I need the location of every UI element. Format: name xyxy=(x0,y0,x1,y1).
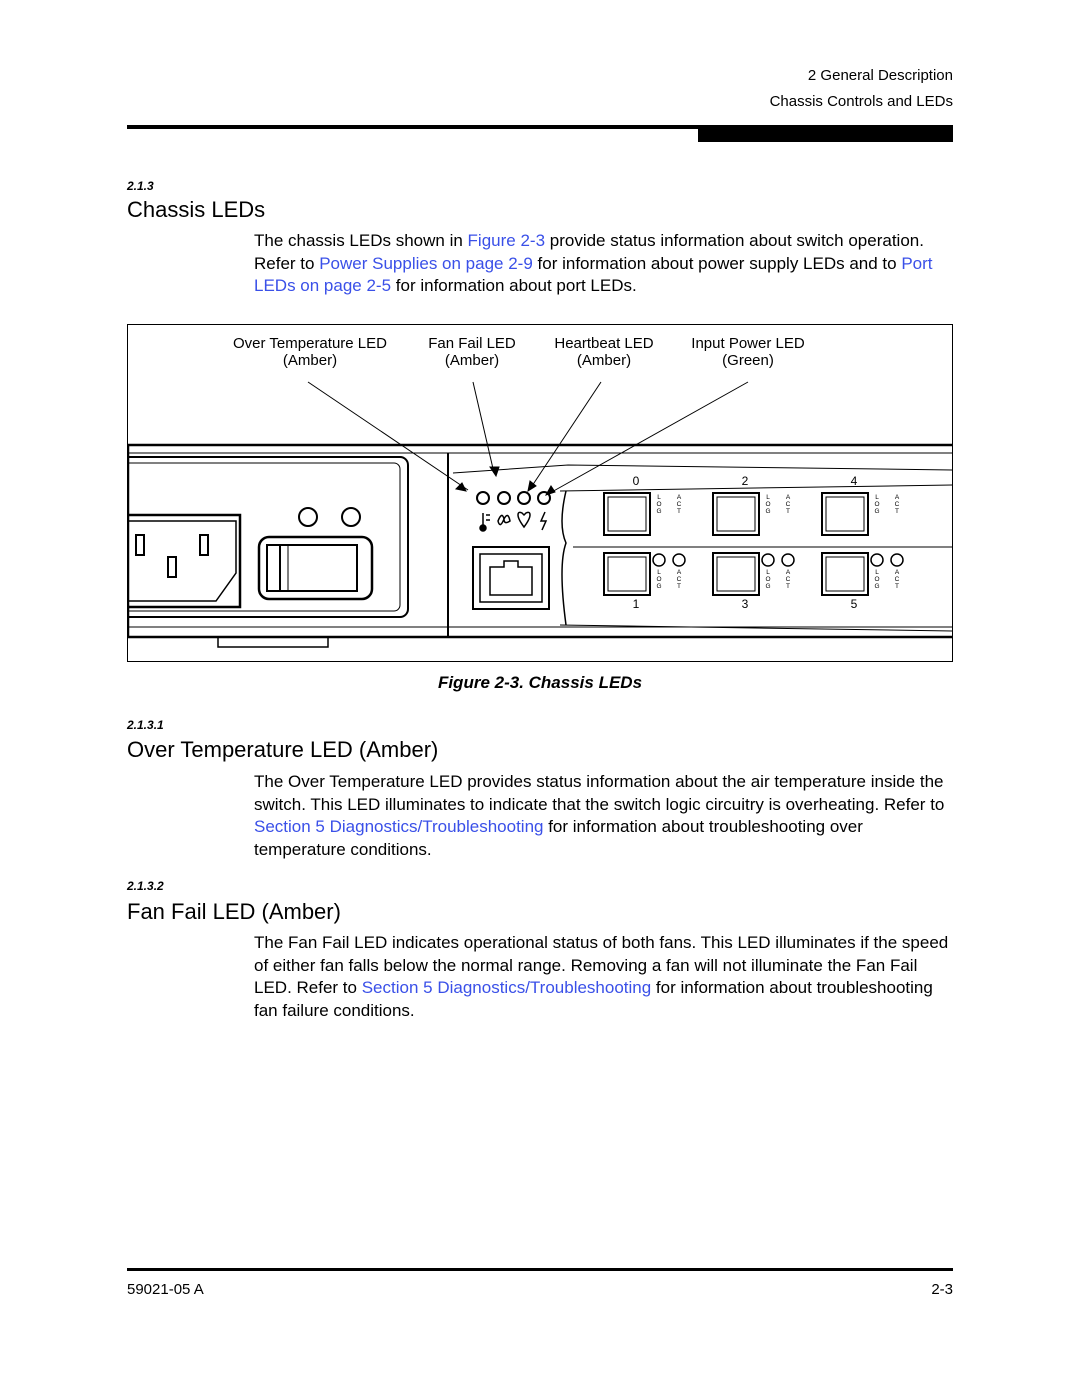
port-led xyxy=(871,554,883,566)
port-led-letter: T xyxy=(677,583,681,590)
port-led-letter: A xyxy=(676,569,682,576)
footer-rule xyxy=(127,1268,953,1271)
footer-page-number: 2-3 xyxy=(931,1281,953,1298)
port-led-letter: G xyxy=(765,508,771,515)
fan-fail-label: Fan Fail LED (Amber) xyxy=(428,335,516,369)
sub1-text-1: The Over Temperature LED provides status information about the air temperature inside the switch. This LED illuminates to indicate that the switch logic circuitry is overheating. Refer to xyxy=(254,772,945,814)
port-led-letter: G xyxy=(874,583,880,590)
port-led-letter: G xyxy=(656,583,662,590)
sfp-port-inner xyxy=(608,557,646,591)
port-led xyxy=(782,554,794,566)
sfp-port-cage xyxy=(713,553,759,595)
chassis-figure xyxy=(127,324,953,662)
section-paragraph xyxy=(254,230,954,298)
port-led-letter: G xyxy=(656,508,662,515)
port-number-bottom-3: 3 xyxy=(741,597,749,611)
port-led-letter: A xyxy=(785,569,791,576)
power-supplies-link[interactable]: Power Supplies on page 2-9 xyxy=(319,253,533,273)
pointer-line-power xyxy=(550,382,748,493)
port-led-letter: T xyxy=(895,508,899,515)
port-leds-link[interactable]: Port LEDs on page 2-5 xyxy=(254,253,933,295)
sfp-port-inner xyxy=(826,497,864,531)
overtemp-led xyxy=(477,492,489,504)
over-temp-label: Over Temperature LED (Amber) xyxy=(233,335,387,369)
port-led-letter: O xyxy=(656,501,662,508)
port-led xyxy=(673,554,685,566)
port-number-top-2: 2 xyxy=(741,474,749,488)
port-led-letter: C xyxy=(894,576,900,583)
port-led-letter: L xyxy=(657,494,661,501)
section-title: Chassis LEDs xyxy=(127,197,266,222)
sub2-text-1: The Fan Fail LED indicates operational status of both fans. This LED illuminates if the speed of either fan falls below the normal range. Removing a fan will not illuminate the Fan Fail LED. Refer to xyxy=(254,933,949,997)
port-led-letter: O xyxy=(874,501,880,508)
sub1-section-link[interactable]: Section 5 Diagnostics/Troubleshooting xyxy=(254,817,544,836)
para-text-4: for information about port LEDs. xyxy=(391,276,637,295)
port-number-bottom-5: 5 xyxy=(850,597,858,611)
port-led-letter: A xyxy=(785,494,791,501)
section-number: 2.1.3 xyxy=(127,179,154,193)
port-number-bottom-1: 1 xyxy=(632,597,640,611)
sfp-ports xyxy=(604,493,903,595)
port-led-letter: G xyxy=(765,583,771,590)
sfp-port-cage xyxy=(713,493,759,535)
port-led-letter: T xyxy=(786,508,790,515)
port-led-letter: O xyxy=(765,501,771,508)
pointer-line-fan xyxy=(473,382,494,473)
sub1-text-2: for information about troubleshooting over temperature conditions. xyxy=(254,817,863,859)
sfp-port-cage xyxy=(604,553,650,595)
chassis-drawing xyxy=(128,325,953,662)
sfp-port-cage xyxy=(822,493,868,535)
port-led-letter: A xyxy=(894,569,900,576)
para-text-3: for information about power supply LEDs and to xyxy=(532,253,902,273)
port-led-letter: A xyxy=(676,494,682,501)
sub2-section-link[interactable]: Section 5 Diagnostics/Troubleshooting xyxy=(361,978,652,997)
heartbeat-label: Heartbeat LED (Amber) xyxy=(554,335,654,369)
sfp-port-inner xyxy=(608,497,646,531)
port-led-letter: T xyxy=(677,508,681,515)
figure-link[interactable]: Figure 2-3 xyxy=(467,231,546,250)
port-led-letter: O xyxy=(765,576,771,583)
port-led xyxy=(762,554,774,566)
pointer-line-overtemp xyxy=(308,382,468,490)
port-led-letter: O xyxy=(874,576,880,583)
para-text-1: The chassis LEDs shown in xyxy=(254,231,468,250)
input-power-label: Input Power LED (Green) xyxy=(691,335,805,369)
sub2-text-2: for information about troubleshooting fan failure conditions. xyxy=(254,978,933,1020)
para-text-2: provide status information about switch operation. Refer to xyxy=(254,231,924,273)
port-led xyxy=(653,554,665,566)
sub1-title: Over Temperature LED (Amber) xyxy=(127,737,439,762)
sfp-port-inner xyxy=(717,557,755,591)
header-tab xyxy=(698,125,953,142)
sfp-port-cage xyxy=(604,493,650,535)
power-led xyxy=(538,492,550,504)
port-number-top-0: 0 xyxy=(632,474,640,488)
port-led-letter: L xyxy=(657,569,661,576)
header-chapter: 2 General Description xyxy=(807,67,953,84)
sub2-title: Fan Fail LED (Amber) xyxy=(127,899,341,924)
port-led-letter: L xyxy=(766,569,770,576)
port-led-letter: C xyxy=(676,501,682,508)
port-led-letter: L xyxy=(766,494,770,501)
figure-caption: Figure 2-3. Chassis LEDs xyxy=(437,673,643,692)
port-led xyxy=(891,554,903,566)
header-section: Chassis Controls and LEDs xyxy=(769,93,953,110)
sub1-number: 2.1.3.1 xyxy=(127,718,164,732)
port-led-letter: G xyxy=(874,508,880,515)
port-led-letter: T xyxy=(786,583,790,590)
port-led-letter: A xyxy=(894,494,900,501)
footer-doc-number: 59021-05 A xyxy=(127,1281,204,1298)
sub1-paragraph xyxy=(254,771,954,861)
port-led-letter: C xyxy=(785,576,791,583)
sfp-port-cage xyxy=(822,553,868,595)
port-led-letter: O xyxy=(656,576,662,583)
port-led-letter: C xyxy=(785,501,791,508)
port-led-letter: L xyxy=(875,494,879,501)
heartbeat-led xyxy=(518,492,530,504)
port-led-letter: C xyxy=(676,576,682,583)
port-number-top-4: 4 xyxy=(850,474,858,488)
port-led-letter: T xyxy=(895,583,899,590)
sfp-port-inner xyxy=(717,497,755,531)
sub2-paragraph xyxy=(254,932,954,1022)
sub2-number: 2.1.3.2 xyxy=(127,879,164,893)
fanfail-led xyxy=(498,492,510,504)
port-led-letter: C xyxy=(894,501,900,508)
pointer-line-heartbeat xyxy=(530,382,601,489)
sfp-port-inner xyxy=(826,557,864,591)
port-led-letter: L xyxy=(875,569,879,576)
